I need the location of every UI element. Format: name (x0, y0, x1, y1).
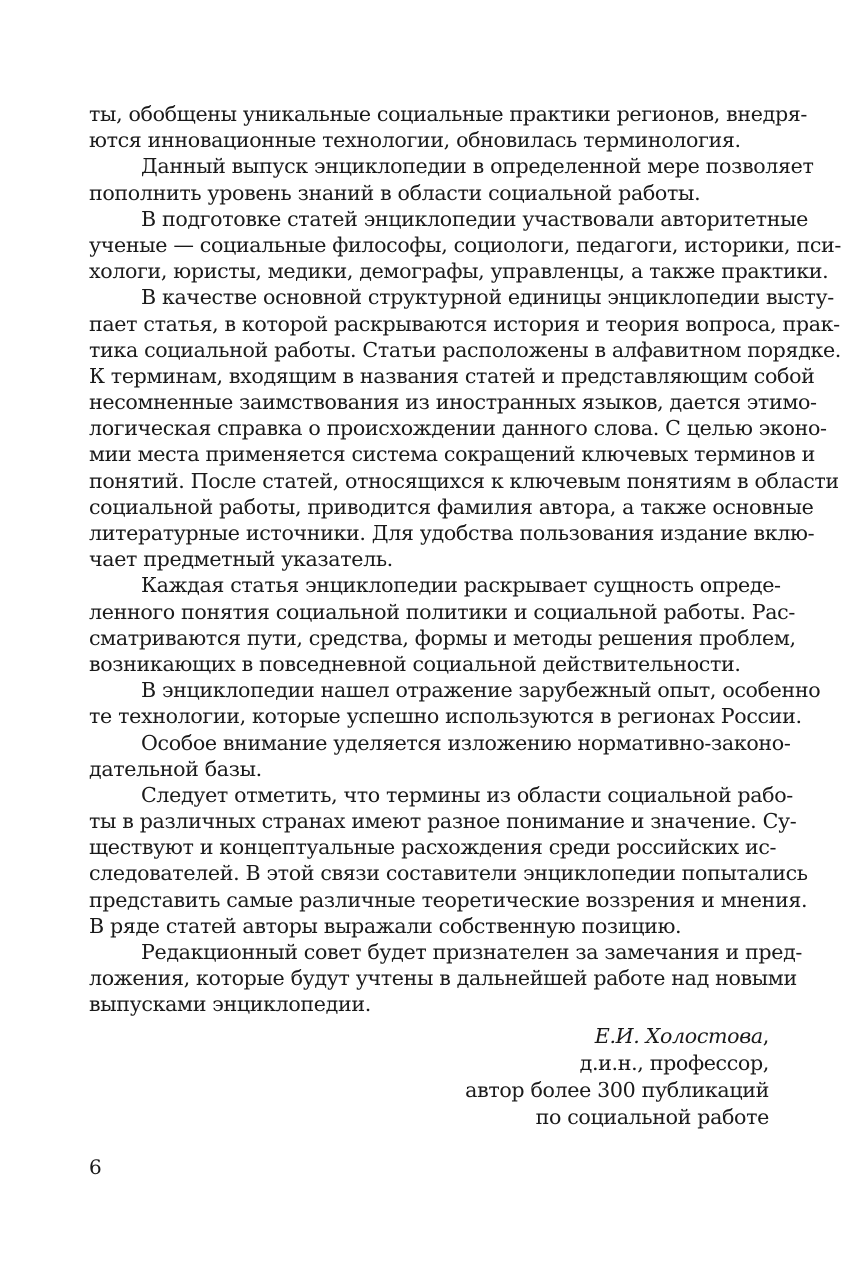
text-line: ленного понятия социальной политики и социальной работы. Рас- (89, 599, 795, 624)
text-line: ученые — социальные философы, социологи, педагоги, историки, пси- (89, 232, 841, 257)
text-line: Редакционный совет будет признателен за замечания и пред- (141, 940, 803, 964)
text-line: ются инновационные технологии, обновилась терминология. (89, 128, 741, 153)
text-line: Следует отметить, что термины из области социальной рабо- (141, 782, 793, 807)
text-line: В ряде статей авторы выражали собственную позицию. (89, 913, 682, 938)
text-line: К терминам, входящим в названия статей и представляющим собой (89, 363, 815, 388)
text-line: представить самые различные теоретические воззрения и мнения. (89, 887, 808, 912)
text-line: В энциклопедии нашел отражение зарубежный опыт, особенно (141, 678, 821, 703)
body-text (89, 101, 841, 1018)
author-signature (465, 1023, 769, 1131)
text-line: хологи, юристы, медики, демографы, управленцы, а также практики. (89, 259, 829, 284)
text-line: пает статья, в которой раскрываются история и теория вопроса, прак- (89, 311, 840, 336)
text-line: литературные источники. Для удобства пользования издание вклю- (89, 521, 815, 545)
text-line: пополнить уровень знаний в области социальной работы. (89, 180, 701, 205)
page-number: 6 (89, 1155, 102, 1179)
text-line: ты в различных странах имеют разное понимание и значение. Су- (89, 809, 797, 834)
text-line: ществуют и концептуальные расхождения среди российских ис- (89, 835, 777, 860)
text-line: те технологии, которые успешно используются в регионах России. (89, 704, 802, 729)
author-publications: автор более 300 публикаций (465, 1078, 769, 1102)
text-line: несомненные заимствования из иностранных языков, дается этимо- (89, 390, 817, 415)
text-line: социальной работы, приводится фамилия автора, а также основные (89, 494, 814, 519)
text-line: тика социальной работы. Статьи расположены в алфавитном порядке. (89, 337, 841, 362)
text-line: ложения, которые будут учтены в дальнейшей работе над новыми (89, 966, 797, 991)
signature-name-line (465, 1023, 769, 1050)
text-line: ты, обобщены уникальные социальные практики регионов, внедря- (89, 102, 808, 126)
text-line: Данный выпуск энциклопедии в определенной мере позволяет (141, 154, 814, 179)
author-name: Е.И. Холостова (594, 1024, 763, 1048)
text-line: В подготовке статей энциклопедии участвовали авторитетные (141, 206, 808, 231)
text-line: возникающих в повседневной социальной действительности. (89, 651, 741, 676)
text-line: понятий. После статей, относящихся к ключевым понятиям в области (89, 468, 839, 493)
text-line: Каждая статья энциклопедии раскрывает сущность опреде- (141, 573, 781, 598)
author-field: по социальной работе (535, 1105, 769, 1129)
author-name-comma: , (762, 1024, 769, 1048)
text-line: выпусками энциклопедии. (89, 992, 371, 1017)
text-line: логическая справка о происхождении данного слова. С целью эконо- (89, 416, 827, 441)
text-line: чает предметный указатель. (89, 547, 393, 572)
text-line: дательной базы. (89, 756, 262, 781)
text-line: Особое внимание уделяется изложению нормативно-законо- (141, 730, 791, 755)
text-line: В качестве основной структурной единицы энциклопедии высту- (141, 285, 834, 310)
author-degree: д.и.н., профессор, (579, 1051, 769, 1075)
text-line: следователей. В этой связи составители энциклопедии попытались (89, 861, 808, 886)
text-line: мии места применяется система сокращений ключевых терминов и (89, 442, 816, 467)
text-line: сматриваются пути, средства, формы и методы решения проблем, (89, 625, 796, 650)
